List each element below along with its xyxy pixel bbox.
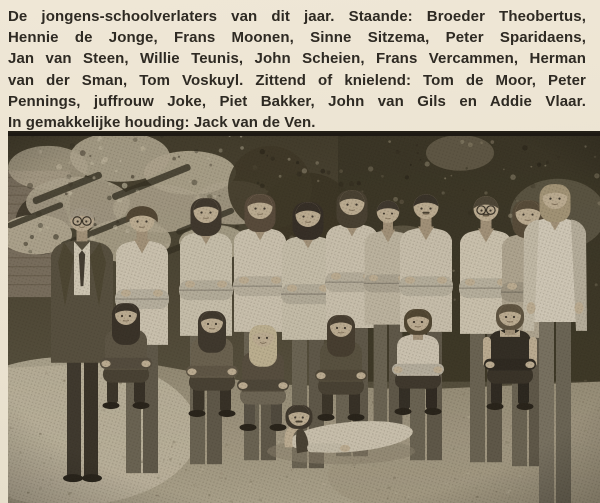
group-photo-illustration <box>8 133 600 503</box>
vignette <box>8 133 600 503</box>
caption-line: Jan van Steen, Willie Teunis, John Scheien, Frans Vercammen, Herman <box>8 50 586 68</box>
caption-line: Pennings, juffrouw Joke, Piet Bakker, John van Gils en Addie Vlaar. <box>8 92 586 110</box>
caption-line: van der Sman, Tom Voskuyl. Zittend of knielend: Tom de Moor, Peter <box>8 71 586 89</box>
photo-caption <box>8 6 586 133</box>
group-photo <box>8 131 600 503</box>
caption-line: In gemakkelijke houding: Jack van de Ven. <box>8 113 316 131</box>
photo-border-top <box>8 133 600 136</box>
caption-line: Hennie de Jonge, Frans Moonen, Sinne Sitzema, Peter Sparidaens, <box>8 29 586 47</box>
caption-line: De jongens-schoolverlaters van dit jaar. Staande: Broeder Theobertus, <box>8 8 586 25</box>
